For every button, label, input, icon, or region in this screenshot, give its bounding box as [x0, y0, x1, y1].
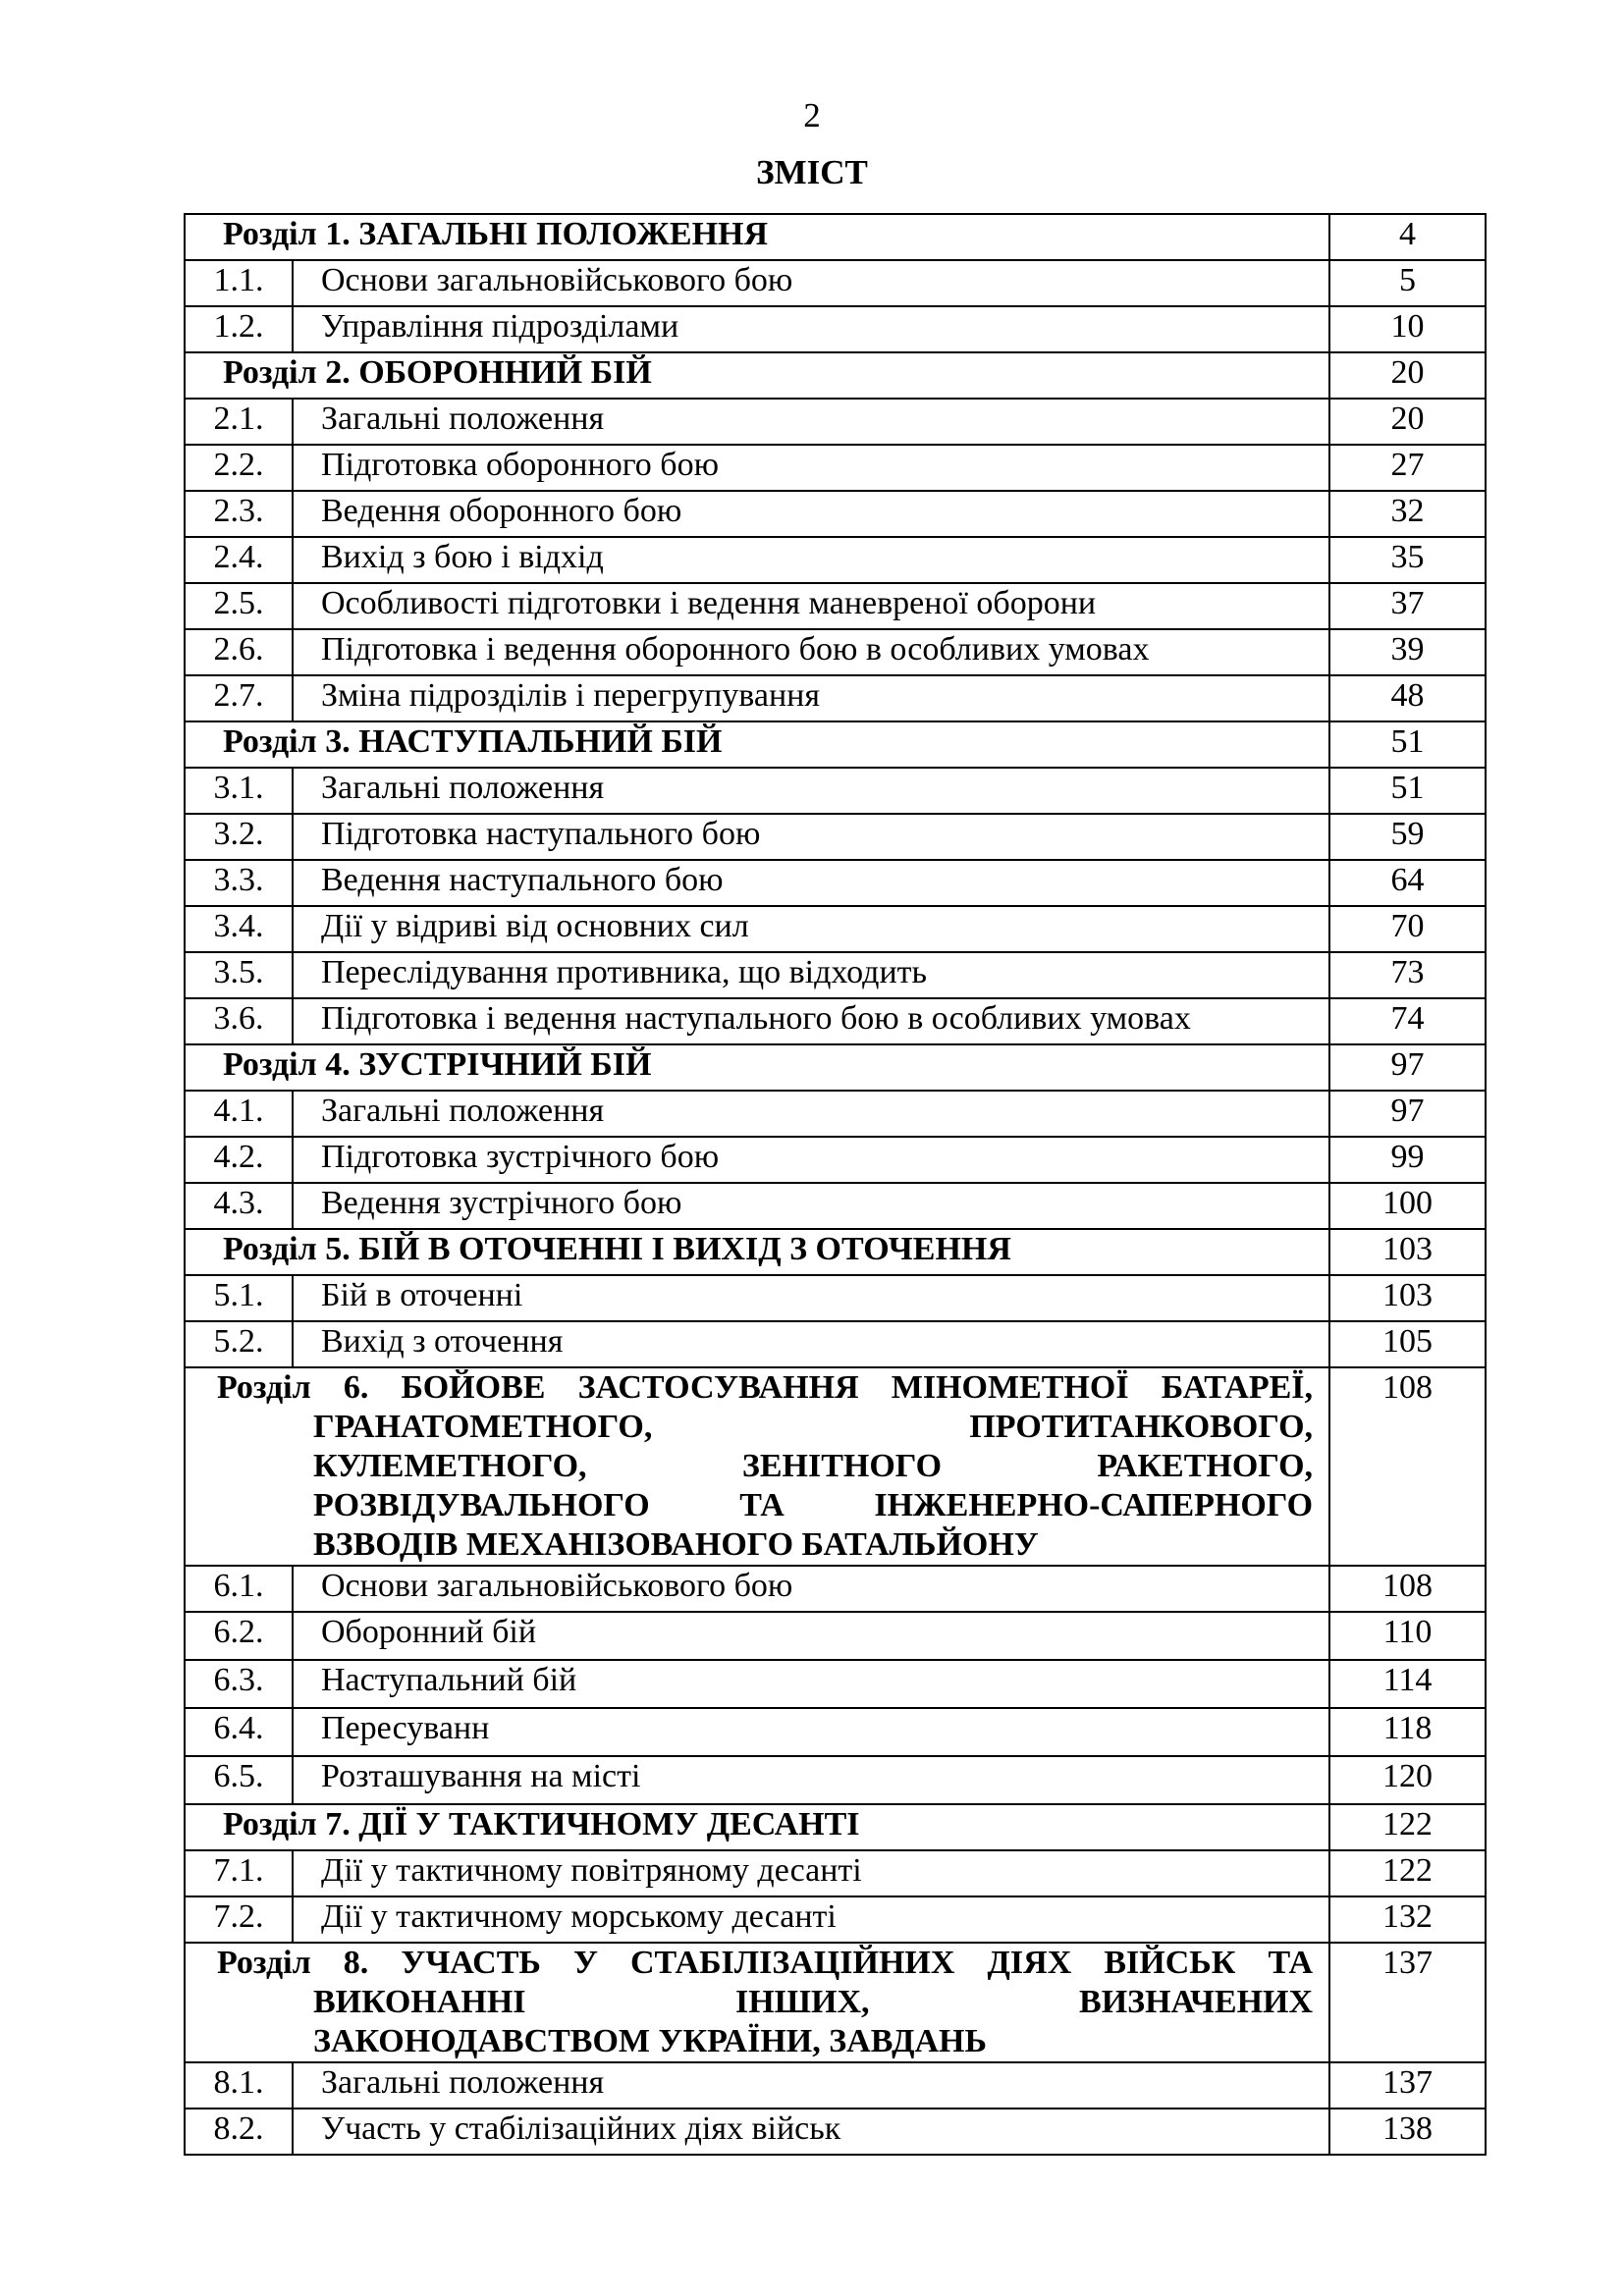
item-number: 5.1.	[185, 1275, 293, 1321]
toc-item-row	[185, 2109, 1486, 2155]
page-ref: 5	[1329, 260, 1486, 306]
section-title-line: ЗАКОНОДАВСТВОМ УКРАЇНИ, ЗАВДАНЬ	[313, 2023, 987, 2059]
item-number: 8.2.	[185, 2109, 293, 2155]
item-title: Підготовка оборонного бою	[293, 445, 1329, 491]
section-title: Розділ 2. ОБОРОННИЙ БІЙ	[185, 352, 1329, 399]
item-number: 2.3.	[185, 491, 293, 537]
toc-item-row	[185, 583, 1486, 629]
page-ref: 138	[1329, 2109, 1486, 2155]
page-ref: 103	[1329, 1229, 1486, 1275]
page-ref: 70	[1329, 906, 1486, 952]
item-title: Дії у відриві від основних сил	[293, 906, 1329, 952]
section-title	[185, 1943, 1329, 2062]
item-number: 6.2.	[185, 1612, 293, 1660]
item-title: Загальні положення	[293, 1091, 1329, 1137]
page-ref: 97	[1329, 1091, 1486, 1137]
page-number: 2	[803, 96, 821, 134]
toc-section-row	[185, 1229, 1486, 1275]
item-title: Підготовка зустрічного бою	[293, 1137, 1329, 1183]
page-ref: 59	[1329, 814, 1486, 860]
page-ref: 51	[1329, 768, 1486, 814]
item-number: 6.1.	[185, 1566, 293, 1612]
page-ref: 99	[1329, 1137, 1486, 1183]
item-number: 7.2.	[185, 1896, 293, 1943]
page-ref: 120	[1329, 1756, 1486, 1804]
toc-item-row	[185, 1183, 1486, 1229]
page-ref: 108	[1329, 1367, 1486, 1566]
item-number: 6.4.	[185, 1708, 293, 1756]
toc-item-row	[185, 537, 1486, 583]
item-title: Ведення оборонного бою	[293, 491, 1329, 537]
toc-item-row	[185, 1137, 1486, 1183]
item-number: 7.1.	[185, 1850, 293, 1896]
item-title: Особливості підготовки і ведення маневреної оборони	[293, 583, 1329, 629]
toc-section-row	[185, 721, 1486, 768]
item-title: Дії у тактичному морському десанті	[293, 1896, 1329, 1943]
page-ref: 20	[1329, 352, 1486, 399]
toc-item-row	[185, 1321, 1486, 1367]
page-ref: 122	[1329, 1850, 1486, 1896]
page-ref: 37	[1329, 583, 1486, 629]
toc-item-row	[185, 260, 1486, 306]
toc-item-row	[185, 1660, 1486, 1708]
page-ref: 122	[1329, 1804, 1486, 1850]
toc-item-row	[185, 860, 1486, 906]
item-number: 3.2.	[185, 814, 293, 860]
toc-item-row	[185, 629, 1486, 675]
section-title-line: Розділ 8. УЧАСТЬ У СТАБІЛІЗАЦІЙНИХ ДІЯХ ВІЙСЬК ТА	[217, 1945, 1314, 1981]
item-title: Дії у тактичному повітряному десанті	[293, 1850, 1329, 1896]
item-number: 1.2.	[185, 306, 293, 352]
item-title: Наступальний бій	[293, 1660, 1329, 1708]
item-number: 3.4.	[185, 906, 293, 952]
page-ref: 4	[1329, 214, 1486, 260]
item-number: 6.5.	[185, 1756, 293, 1804]
toc-item-row	[185, 1850, 1486, 1896]
toc-item-row	[185, 1275, 1486, 1321]
page-ref: 73	[1329, 952, 1486, 998]
item-title: Основи загальновійськового бою	[293, 1566, 1329, 1612]
section-title: Розділ 7. ДІЇ У ТАКТИЧНОМУ ДЕСАНТІ	[185, 1804, 1329, 1850]
toc-section-row	[185, 1804, 1486, 1850]
toc-section-row	[185, 1367, 1486, 1566]
item-title: Підготовка наступального бою	[293, 814, 1329, 860]
page-ref: 51	[1329, 721, 1486, 768]
toc-title: ЗМІСТ	[756, 153, 868, 191]
toc-section-row	[185, 1943, 1486, 2062]
page-ref: 108	[1329, 1566, 1486, 1612]
item-number: 4.1.	[185, 1091, 293, 1137]
item-title: Бій в оточенні	[293, 1275, 1329, 1321]
item-title: Основи загальновійськового бою	[293, 260, 1329, 306]
page-ref: 118	[1329, 1708, 1486, 1756]
page-ref: 100	[1329, 1183, 1486, 1229]
page-ref: 110	[1329, 1612, 1486, 1660]
item-number: 1.1.	[185, 260, 293, 306]
item-number: 8.1.	[185, 2062, 293, 2109]
page-ref: 105	[1329, 1321, 1486, 1367]
page-ref: 103	[1329, 1275, 1486, 1321]
item-number: 3.5.	[185, 952, 293, 998]
section-title-line: КУЛЕМЕТНОГО, ЗЕНІТНОГО РАКЕТНОГО,	[313, 1448, 1314, 1484]
item-number: 3.1.	[185, 768, 293, 814]
item-number: 4.3.	[185, 1183, 293, 1229]
toc-section-row	[185, 352, 1486, 399]
page-ref: 10	[1329, 306, 1486, 352]
item-title: Загальні положення	[293, 399, 1329, 445]
item-number: 4.2.	[185, 1137, 293, 1183]
toc-item-row	[185, 814, 1486, 860]
toc-item-row	[185, 1896, 1486, 1943]
item-number: 2.5.	[185, 583, 293, 629]
section-title-line: ВИКОНАННІ ІНШИХ, ВИЗНАЧЕНИХ	[313, 1984, 1314, 2020]
item-number: 2.1.	[185, 399, 293, 445]
page-ref: 48	[1329, 675, 1486, 721]
toc-item-row	[185, 1756, 1486, 1804]
section-title	[185, 1367, 1329, 1566]
item-title: Загальні положення	[293, 2062, 1329, 2109]
item-number: 2.7.	[185, 675, 293, 721]
page-ref: 35	[1329, 537, 1486, 583]
toc-item-row	[185, 445, 1486, 491]
page-ref: 20	[1329, 399, 1486, 445]
item-title: Пересуванн	[293, 1708, 1329, 1756]
section-title-line: РОЗВІДУВАЛЬНОГО ТА ІНЖЕНЕРНО-САПЕРНОГО	[313, 1487, 1314, 1523]
item-title: Підготовка і ведення оборонного бою в особливих умовах	[293, 629, 1329, 675]
page-ref: 114	[1329, 1660, 1486, 1708]
item-title: Переслідування противника, що відходить	[293, 952, 1329, 998]
toc-item-row	[185, 675, 1486, 721]
toc-item-row	[185, 1612, 1486, 1660]
page-ref: 137	[1329, 1943, 1486, 2062]
item-number: 6.3.	[185, 1660, 293, 1708]
section-title: Розділ 5. БІЙ В ОТОЧЕННІ І ВИХІД З ОТОЧЕННЯ	[185, 1229, 1329, 1275]
toc-body	[185, 214, 1486, 2155]
item-number: 2.4.	[185, 537, 293, 583]
item-number: 3.3.	[185, 860, 293, 906]
section-title: Розділ 3. НАСТУПАЛЬНИЙ БІЙ	[185, 721, 1329, 768]
section-title: Розділ 1. ЗАГАЛЬНІ ПОЛОЖЕННЯ	[185, 214, 1329, 260]
item-number: 2.2.	[185, 445, 293, 491]
toc-item-row	[185, 399, 1486, 445]
item-title: Загальні положення	[293, 768, 1329, 814]
toc-item-row	[185, 768, 1486, 814]
page-ref: 64	[1329, 860, 1486, 906]
page-ref: 74	[1329, 998, 1486, 1044]
item-title: Ведення зустрічного бою	[293, 1183, 1329, 1229]
item-title: Вихід з бою і відхід	[293, 537, 1329, 583]
toc-item-row	[185, 1708, 1486, 1756]
toc-item-row	[185, 1566, 1486, 1612]
toc-item-row	[185, 2062, 1486, 2109]
item-title: Ведення наступального бою	[293, 860, 1329, 906]
item-title: Підготовка і ведення наступального бою в особливих умовах	[293, 998, 1329, 1044]
page-ref: 27	[1329, 445, 1486, 491]
item-title: Зміна підрозділів і перегрупування	[293, 675, 1329, 721]
toc-item-row	[185, 491, 1486, 537]
section-title-line: Розділ 6. БОЙОВЕ ЗАСТОСУВАННЯ МІНОМЕТНОЇ БАТАРЕЇ,	[217, 1369, 1314, 1406]
toc-table	[184, 213, 1487, 2156]
item-title: Оборонний бій	[293, 1612, 1329, 1660]
toc-item-row	[185, 1091, 1486, 1137]
toc-item-row	[185, 998, 1486, 1044]
item-number: 2.6.	[185, 629, 293, 675]
toc-item-row	[185, 952, 1486, 998]
toc-item-row	[185, 306, 1486, 352]
item-title: Вихід з оточення	[293, 1321, 1329, 1367]
page-ref: 32	[1329, 491, 1486, 537]
item-number: 5.2.	[185, 1321, 293, 1367]
item-title: Участь у стабілізаційних діях військ	[293, 2109, 1329, 2155]
section-title-line: ГРАНАТОМЕТНОГО, ПРОТИТАНКОВОГО,	[313, 1409, 1314, 1445]
page-ref: 132	[1329, 1896, 1486, 1943]
section-title: Розділ 4. ЗУСТРІЧНИЙ БІЙ	[185, 1044, 1329, 1091]
page-ref: 97	[1329, 1044, 1486, 1091]
section-title-line: ВЗВОДІВ МЕХАНІЗОВАНОГО БАТАЛЬЙОНУ	[313, 1526, 1039, 1563]
toc-item-row	[185, 906, 1486, 952]
toc-section-row	[185, 214, 1486, 260]
item-title: Розташування на місті	[293, 1756, 1329, 1804]
toc-section-row	[185, 1044, 1486, 1091]
item-title: Управління підрозділами	[293, 306, 1329, 352]
item-number: 3.6.	[185, 998, 293, 1044]
page-ref: 137	[1329, 2062, 1486, 2109]
page-ref: 39	[1329, 629, 1486, 675]
